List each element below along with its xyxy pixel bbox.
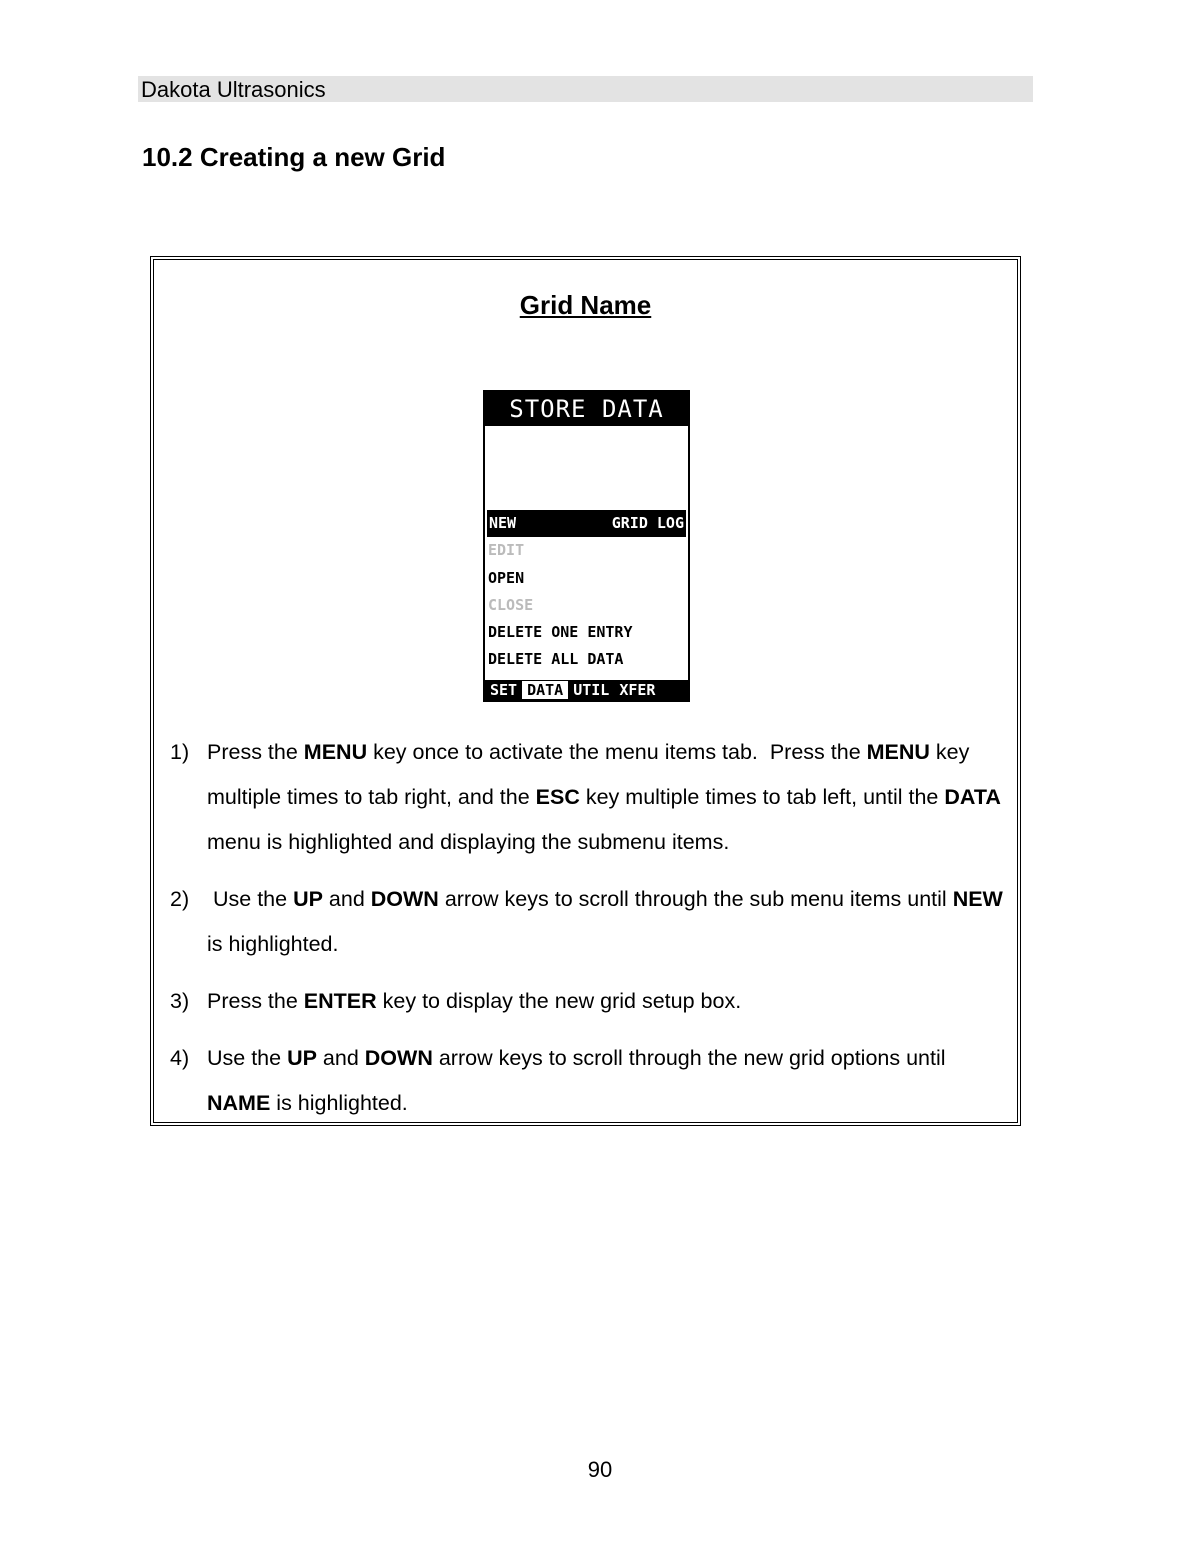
- lcd-menu-item-label: EDIT: [488, 541, 525, 560]
- lcd-title: STORE DATA: [485, 392, 688, 426]
- section-title: 10.2 Creating a new Grid: [142, 142, 446, 172]
- lcd-menu-item: [485, 537, 688, 564]
- lcd-tab-set: SET: [490, 681, 518, 699]
- step-text: key multiple times to tab left, until the: [579, 785, 945, 809]
- key-name: DOWN: [370, 887, 439, 911]
- key-name: ENTER: [303, 989, 377, 1013]
- key-name: DATA: [944, 785, 1001, 809]
- key-name: MENU: [866, 740, 930, 764]
- step-text: Use the: [207, 887, 294, 911]
- lcd-menu-item-label: DELETE ONE ENTRY: [488, 623, 633, 642]
- key-name: NEW: [952, 887, 1003, 911]
- step-text: key multiple times to tab right, and the: [207, 740, 976, 809]
- lcd-menu-item: [487, 510, 686, 537]
- key-name: DOWN: [364, 1046, 433, 1070]
- page-number: 90: [587, 1457, 613, 1482]
- figure-caption: Grid Name: [519, 290, 652, 320]
- lcd-menu-item-label: CLOSE: [488, 595, 534, 614]
- step-text: key once to activate the menu items tab. Press the: [367, 740, 867, 764]
- lcd-screen: [483, 390, 690, 702]
- key-name: NAME: [207, 1091, 271, 1115]
- lcd-menu-item-label: NEW: [489, 514, 517, 532]
- step-number: 2): [170, 887, 190, 911]
- step-text: is highlighted.: [207, 887, 1009, 956]
- lcd-menu-item: [485, 592, 688, 619]
- lcd-menu-item-info: GRID LOG: [611, 514, 684, 532]
- lcd-tab-util: UTIL: [573, 681, 610, 699]
- lcd-tab-bar: [485, 680, 688, 700]
- step-list: [170, 730, 1010, 1138]
- step-text: arrow keys to scroll through the sub menu items until: [438, 887, 953, 911]
- running-header: Dakota Ultrasonics: [138, 76, 1033, 102]
- lcd-menu-item-label: DELETE ALL DATA: [488, 650, 624, 669]
- lcd-menu-item-label: OPEN: [488, 568, 525, 587]
- step-item: [170, 730, 1010, 865]
- step-text: and: [316, 1046, 365, 1070]
- lcd-menu-item: [485, 646, 688, 673]
- lcd-menu-item: [485, 619, 688, 646]
- lcd-menu-item: [485, 565, 688, 592]
- lcd-menu: [485, 510, 688, 674]
- step-number: 3): [170, 989, 190, 1013]
- key-name: UP: [287, 1046, 317, 1070]
- step-text: key to display the new grid setup box.: [376, 989, 742, 1013]
- key-name: ESC: [535, 785, 580, 809]
- lcd-tab-xfer: XFER: [619, 681, 656, 699]
- lcd-tab-data: DATA: [522, 681, 568, 699]
- step-text: Use the: [207, 1046, 288, 1070]
- step-text: menu is highlighted and displaying the submenu items.: [207, 785, 1007, 854]
- step-text: Press the: [207, 740, 304, 764]
- step-item: [170, 877, 1010, 967]
- step-text: is highlighted.: [270, 1091, 408, 1115]
- instruction-box: [150, 256, 1021, 1126]
- step-number: 1): [170, 740, 190, 764]
- step-text: and: [322, 887, 371, 911]
- step-item: [170, 1036, 1010, 1126]
- key-name: UP: [293, 887, 323, 911]
- step-number: 4): [170, 1046, 190, 1070]
- step-item: [170, 979, 1010, 1024]
- key-name: MENU: [303, 740, 368, 764]
- step-text: arrow keys to scroll through the new grid options until: [432, 1046, 952, 1070]
- step-text: Press the: [207, 989, 304, 1013]
